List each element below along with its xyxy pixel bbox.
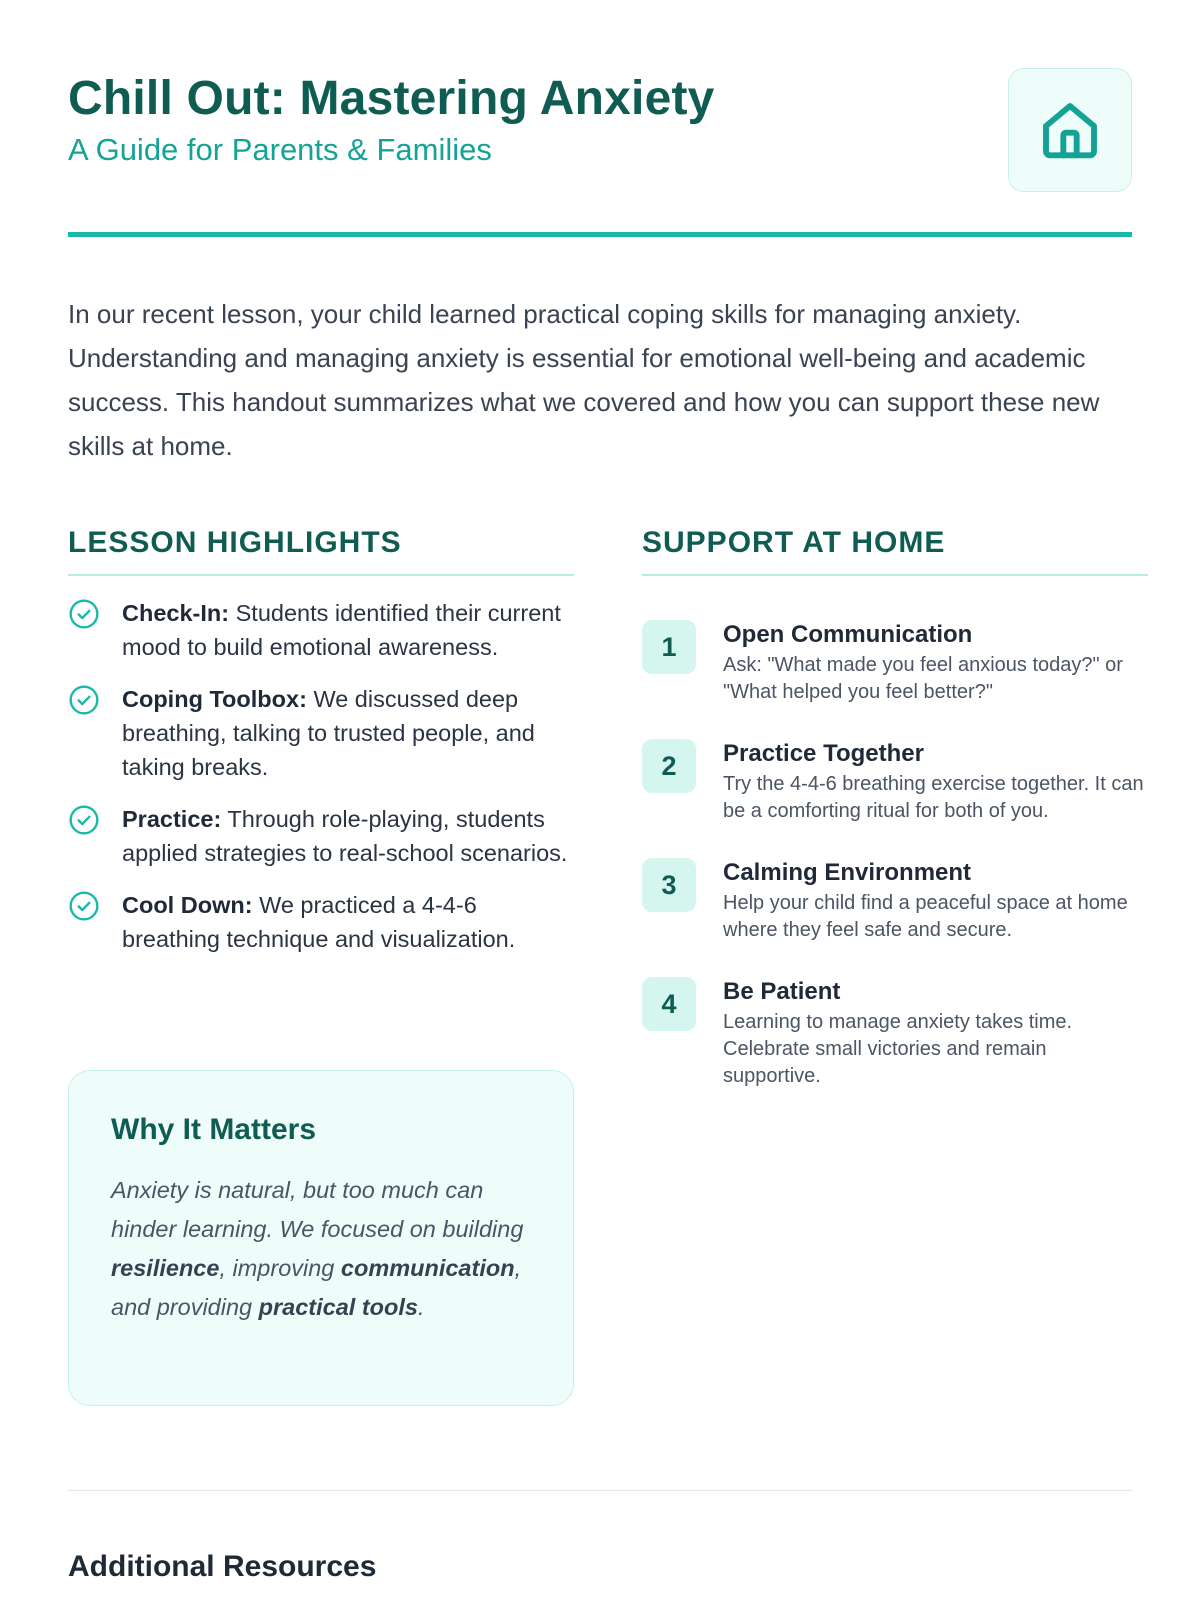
check-circle-icon [68, 804, 100, 836]
support-list [642, 620, 1148, 1123]
step-number-badge: 3 [642, 858, 696, 912]
step-title: Open Communication [723, 621, 973, 648]
highlight-text: Students identified their current mood to build emotional awareness. [122, 600, 561, 660]
list-item [68, 888, 574, 956]
support-step [642, 620, 1148, 706]
why-it-matters-card [68, 1070, 574, 1406]
home-icon [1038, 98, 1102, 162]
why-text-part: . [417, 1294, 425, 1320]
step-title: Be Patient [723, 978, 841, 1005]
list-item [68, 802, 574, 870]
why-emphasis: communication [340, 1255, 515, 1281]
highlight-text: Through role-playing, students applied strategies to real-school scenarios. [122, 806, 568, 866]
highlight-text: We practiced a 4-4-6 breathing technique and visualization. [122, 892, 516, 952]
support-step [642, 858, 1148, 944]
list-item [68, 596, 574, 664]
highlight-label: Coping Toolbox: [122, 686, 307, 712]
step-text: Ask: "What made you feel anxious today?" or "What helped you feel better?" [723, 654, 1123, 703]
page-title: Chill Out: Mastering Anxiety [68, 72, 715, 125]
step-title: Calming Environment [723, 859, 972, 886]
step-text: Help your child find a peaceful space at home where they feel safe and secure. [723, 892, 1128, 941]
list-item [68, 682, 574, 784]
highlights-heading: LESSON HIGHLIGHTS [68, 526, 402, 559]
highlight-label: Practice: [122, 806, 222, 832]
check-circle-icon [68, 684, 100, 716]
page-subtitle: A Guide for Parents & Families [68, 132, 492, 167]
highlight-label: Check-In: [122, 600, 230, 626]
step-text: Try the 4-4-6 breathing exercise together. It can be a comforting ritual for both of you. [723, 773, 1144, 822]
why-emphasis: practical tools [258, 1294, 418, 1320]
step-number-badge: 1 [642, 620, 696, 674]
highlights-list [68, 596, 574, 974]
why-text-part: Anxiety is natural, but too much can hinder learning. We focused on building [111, 1177, 524, 1242]
step-number-badge: 2 [642, 739, 696, 793]
home-button[interactable] [1008, 68, 1132, 192]
why-heading: Why It Matters [111, 1113, 317, 1146]
highlight-label: Cool Down: [122, 892, 253, 918]
support-step [642, 977, 1148, 1090]
why-emphasis: resilience [111, 1255, 220, 1281]
support-step [642, 739, 1148, 825]
header-divider [68, 232, 1132, 237]
highlights-divider [68, 574, 574, 576]
support-heading: SUPPORT AT HOME [642, 526, 946, 559]
step-text: Learning to manage anxiety takes time. Celebrate small victories and remain supportive. [723, 1011, 1073, 1087]
support-divider [642, 574, 1148, 576]
resources-heading: Additional Resources [68, 1550, 377, 1583]
check-circle-icon [68, 598, 100, 630]
why-text-part: , and providing [111, 1255, 522, 1320]
header [68, 66, 1132, 190]
footer-divider [68, 1490, 1132, 1491]
highlight-text: We discussed deep breathing, talking to trusted people, and taking breaks. [122, 686, 535, 780]
check-circle-icon [68, 890, 100, 922]
intro-paragraph: In our recent lesson, your child learned practical coping skills for managing anxiety. Understanding and managing anxiety is essential for emotional well-being and academic success. This handout summarizes what we covered and how you can support these new skills at home. [68, 299, 1100, 461]
why-text-part: , improving [219, 1255, 341, 1281]
step-title: Practice Together [723, 740, 924, 767]
step-number-badge: 4 [642, 977, 696, 1031]
why-text [111, 1171, 531, 1327]
